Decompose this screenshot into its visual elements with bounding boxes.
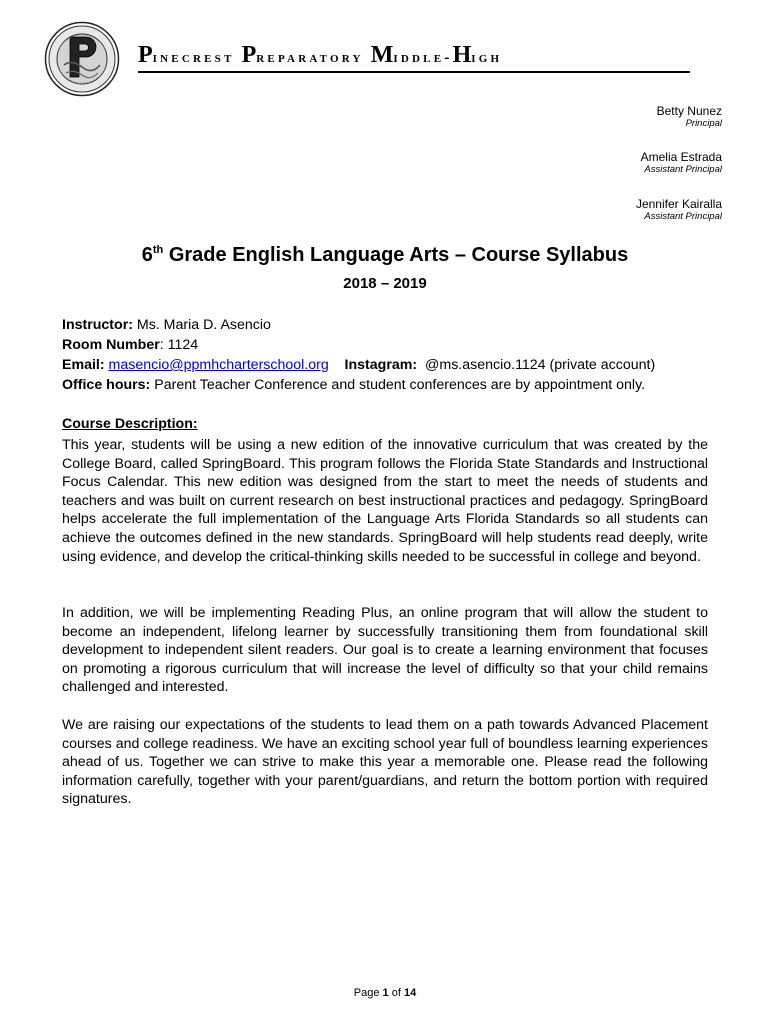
email-line: Email: masencio@ppmhcharterschool.org Instagram: @ms.asencio.1124 (private account): [62, 357, 656, 373]
course-description-heading: Course Description:: [62, 416, 198, 432]
course-description-paragraph: In addition, we will be implementing Reading Plus, an online program that will allow the student to become an independent, lifelong learner by successfully transitioning them from foundational skill development to independent silent readers. Our goal is to create a learning environment that focuses on promoting a rigorous curriculum that will increase the level of difficulty so that your child remains challenged and interested.: [62, 605, 708, 696]
admin-name: Jennifer Kairalla: [635, 197, 722, 211]
course-description-paragraph: This year, students will be using a new edition of the innovative curriculum that was created by the College Board, called SpringBoard. This program follows the Florida State Standards and Instructional Focus Calendar. This new edition was designed from the start to meet the needs of students and teachers and was built on current research on best instructional practices and pedagogy. SpringBoard helps accelerate the full implementation of the Language Arts Florida Standards so all students can achieve the outcomes defined in the new standards. SpringBoard will help students read deeply, write using evidence, and develop the critical-thinking skills needed to be successful in college and beyond.: [62, 437, 708, 565]
admin-role: Assistant Principal: [644, 211, 722, 222]
admin-assistant-principal-2: [636, 197, 722, 222]
admin-assistant-principal-1: [641, 150, 722, 175]
instagram-handle: @ms.asencio.1124 (private account): [424, 357, 656, 373]
office-hours-line: Office hours: Parent Teacher Conference and student conferences are by appointment only.: [62, 377, 646, 393]
page-number: Page 1 of 14: [353, 987, 417, 999]
instructor-line: Instructor: Ms. Maria D. Asencio: [62, 317, 271, 333]
school-year: 2018 – 2019: [343, 275, 427, 292]
instructor-info: [62, 315, 712, 395]
admin-name: Amelia Estrada: [640, 150, 722, 164]
page-title: 6th Grade English Language Arts – Course Syllabus: [141, 244, 629, 266]
school-name-part: Pinecrest: [138, 42, 242, 68]
header-rule: [138, 71, 690, 73]
school-name: [138, 42, 708, 69]
admin-name: Betty Nunez: [656, 104, 722, 118]
admin-principal: [657, 104, 722, 129]
school-name-part: Preparatory: [241, 42, 371, 68]
school-name-part: Middle-: [370, 42, 453, 68]
room-line: Room Number: 1124: [62, 337, 199, 353]
school-name-part: High: [452, 42, 503, 68]
school-logo-seal: [44, 21, 120, 97]
admin-role: Principal: [685, 118, 722, 129]
admin-role: Assistant Principal: [644, 164, 722, 175]
email-link[interactable]: masencio@ppmhcharterschool.org: [108, 357, 329, 373]
course-description-paragraph: We are raising our expectations of the students to lead them on a path towards Advanced Placement courses and college readiness. We have an exciting school year full of boundless learning experiences ahead of us. Together we can strive to make this year a memorable one. Please read the following information carefully, together with your parent/guardians, and return the bottom portion with required signatures.: [62, 717, 708, 808]
